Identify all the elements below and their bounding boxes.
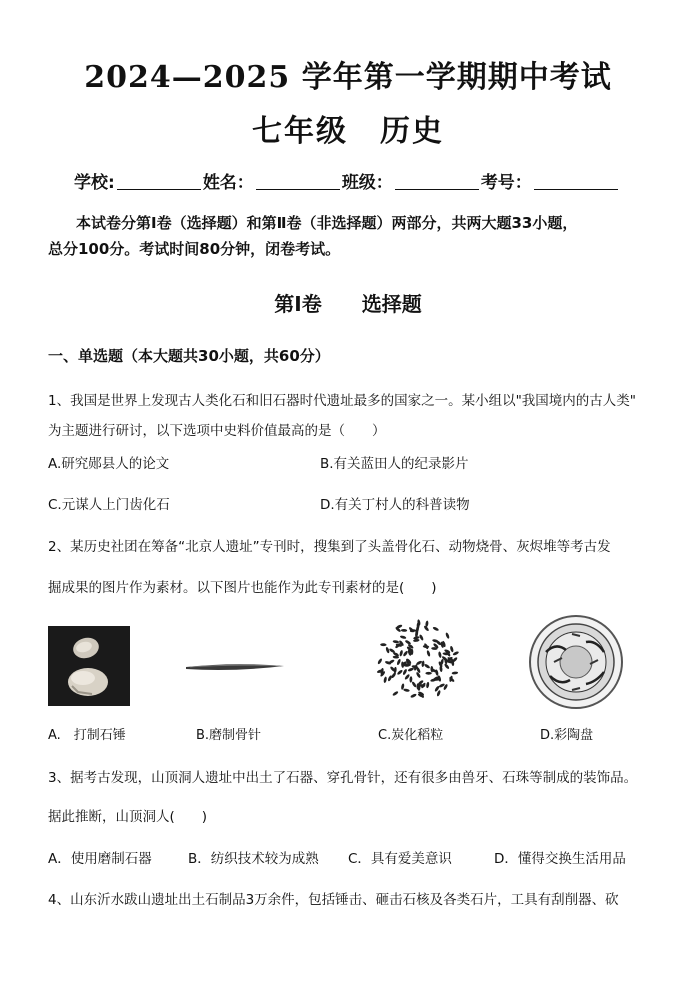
name-label: 姓名： [202, 173, 254, 193]
q4-stem-line-1: 4、山东沂水跋山遗址出土石制品3万余件，包括锤击、砸击石核及各类石片，工具有刮削器、砍 [48, 892, 619, 908]
q1-stem-line-2: 为主题进行研讨，以下选项中史料价值最高的是（ ） [48, 423, 386, 439]
q2-caption-a[interactable]: A. 打制石锤 [48, 728, 126, 743]
q1-option-d[interactable]: D.有关丁村人的科普读物 [320, 497, 470, 513]
rice-grain [393, 667, 397, 674]
rice-grain [426, 650, 431, 657]
rice-grain [400, 635, 407, 639]
rice-grain [452, 651, 459, 656]
rice-grain [380, 643, 387, 646]
name-blank[interactable] [256, 173, 340, 190]
school-label: 学校: [74, 173, 115, 193]
exam-subtitle: 七年级 历史 [252, 114, 444, 149]
rice-grain [405, 639, 412, 645]
q3-option-a[interactable]: A．使用磨制石器 [48, 851, 152, 867]
rice-grain [411, 681, 417, 688]
carbonized-rice-image [370, 616, 466, 706]
rice-grain [402, 669, 407, 676]
q2-caption-c[interactable]: C.炭化稻粒 [378, 728, 444, 743]
rice-grain [407, 667, 414, 672]
q1-stem-line-1: 1、我国是世界上发现古人类化石和旧石器时代遗址最多的国家之一。某小组以"我国境内的古人类" [48, 393, 637, 409]
rice-grain [396, 659, 401, 666]
rice-grain [387, 675, 392, 682]
rice-grain [452, 671, 459, 674]
rice-grain [401, 629, 407, 632]
rice-grain [432, 626, 439, 631]
q2-caption-b[interactable]: B.磨制骨针 [196, 728, 262, 743]
rice-grain [377, 658, 383, 665]
rice-grain [424, 663, 431, 669]
instructions-line-1: 本试卷分第Ⅰ卷（选择题）和第Ⅱ卷（非选择题）两部分，共两大题33小题， [76, 214, 578, 232]
rice-grain [450, 646, 454, 653]
q1-option-b[interactable]: B.有关蓝田人的纪录影片 [320, 456, 469, 472]
q3-option-d[interactable]: D．懂得交换生活用品 [494, 851, 626, 867]
rice-grain [392, 691, 399, 697]
q1-option-a[interactable]: A.研究郧县人的论文 [48, 456, 170, 472]
rice-grain [444, 663, 450, 670]
q1-option-c[interactable]: C.元谋人上门齿化石 [48, 497, 170, 513]
q3-stem-line-2: 据此推断，山顶洞人( ) [48, 809, 208, 825]
rice-grain [383, 676, 387, 683]
q3-option-c[interactable]: C．具有爱美意识 [348, 851, 452, 867]
bone-needle-image [184, 646, 286, 690]
part-title: 一、单选题（本大题共30小题，共60分） [48, 347, 330, 365]
painted-pottery-plate-image [526, 612, 626, 712]
rice-grain [397, 669, 404, 675]
rice-grain [425, 672, 431, 675]
school-blank[interactable] [117, 173, 201, 190]
rice-grain [410, 693, 417, 698]
q3-stem-line-1: 3、据考古发现，山顶洞人遗址中出土了石器、穿孔骨针，还有很多由兽牙、石珠等制成的装饰品。 [48, 770, 638, 786]
rice-grain [426, 682, 430, 689]
rice-grain [419, 634, 424, 641]
exam-no-blank[interactable] [534, 173, 618, 190]
student-info-line [74, 168, 620, 193]
rice-grain [385, 647, 390, 654]
rice-grain [438, 651, 442, 658]
q2-stem-line-1: 2、某历史社团在筹备“北京人遗址”专刊时，搜集到了头盖骨化石、动物烧骨、灰烬堆等考古发 [48, 539, 611, 555]
stone-hammer-image [48, 626, 130, 706]
rice-grain [416, 672, 422, 679]
instructions-line-2: 总分100分。考试时间80分钟，闭卷考试。 [48, 240, 341, 258]
section-title: 第Ⅰ卷 选择题 [274, 292, 422, 316]
q2-caption-d[interactable]: D.彩陶盘 [540, 728, 594, 743]
class-label: 班级： [341, 173, 393, 193]
q3-option-b[interactable]: B．纺织技术较为成熟 [188, 851, 319, 867]
q2-stem-line-2: 掘成果的图片作为素材。以下图片也能作为此专刊素材的是( ) [48, 580, 437, 596]
rice-grain [399, 650, 403, 657]
rice-grain [402, 650, 408, 657]
rice-grain [404, 674, 410, 681]
exam-no-label: 考号： [480, 173, 532, 193]
rice-grain [409, 676, 412, 683]
rice-grain [403, 688, 410, 692]
class-blank[interactable] [395, 173, 479, 190]
rice-grain [445, 632, 450, 639]
rice-grain [393, 640, 400, 644]
exam-title: 2024—2025 学年第一学期期中考试 [84, 60, 612, 95]
